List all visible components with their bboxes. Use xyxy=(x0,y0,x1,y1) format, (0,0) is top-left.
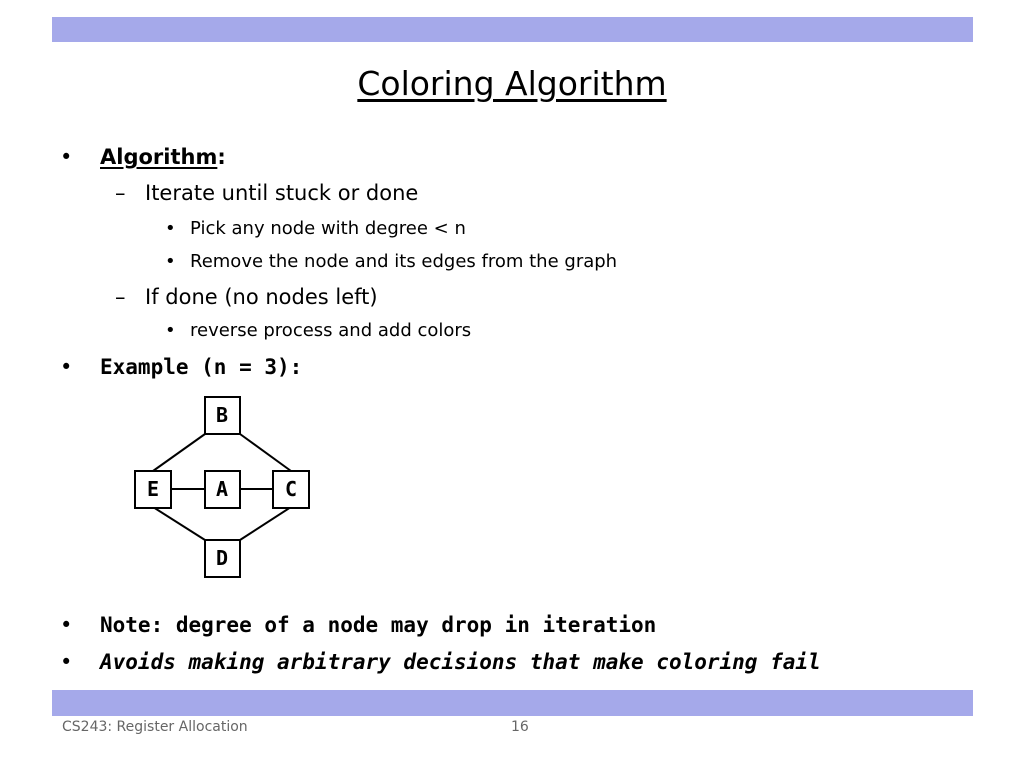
bullet-marker: • xyxy=(165,251,176,272)
subsubitem-pick-node: Pick any node with degree < n xyxy=(190,218,466,239)
bullet-note: Note: degree of a node may drop in iteration xyxy=(100,613,657,637)
footer-page-number: 16 xyxy=(511,719,529,735)
node-b-label: B xyxy=(215,403,229,427)
bullet-avoids: Avoids making arbitrary decisions that make coloring fail xyxy=(100,650,821,674)
subsubitem-remove-node: Remove the node and its edges from the graph xyxy=(190,251,618,272)
subitem-iterate: Iterate until stuck or done xyxy=(145,181,419,205)
algorithm-colon: : xyxy=(217,145,226,169)
edge-c-d xyxy=(240,507,291,540)
edge-b-e xyxy=(153,434,205,471)
bullet-marker: • xyxy=(60,613,73,637)
bottom-band xyxy=(52,690,973,716)
subsubitem-reverse: reverse process and add colors xyxy=(190,320,472,341)
bullet-marker: • xyxy=(60,650,73,674)
node-d-label: D xyxy=(215,546,229,570)
edge-e-d xyxy=(153,507,205,540)
bullet-example: Example (n = 3): xyxy=(100,355,303,379)
bullet-marker: • xyxy=(60,355,73,379)
bullet-marker: • xyxy=(165,218,176,239)
slide-title: Coloring Algorithm xyxy=(357,64,667,103)
bullet-marker: • xyxy=(60,145,73,169)
subitem-if-done: If done (no nodes left) xyxy=(145,285,378,309)
node-a-label: A xyxy=(215,477,229,501)
algorithm-label: Algorithm xyxy=(100,145,218,169)
dash-marker: – xyxy=(115,181,126,205)
edge-b-c xyxy=(240,434,291,471)
node-e-label: E xyxy=(146,477,160,501)
dash-marker: – xyxy=(115,285,126,309)
node-c-label: C xyxy=(284,477,298,501)
footer-course: CS243: Register Allocation xyxy=(62,719,248,735)
bullet-marker: • xyxy=(165,320,176,341)
